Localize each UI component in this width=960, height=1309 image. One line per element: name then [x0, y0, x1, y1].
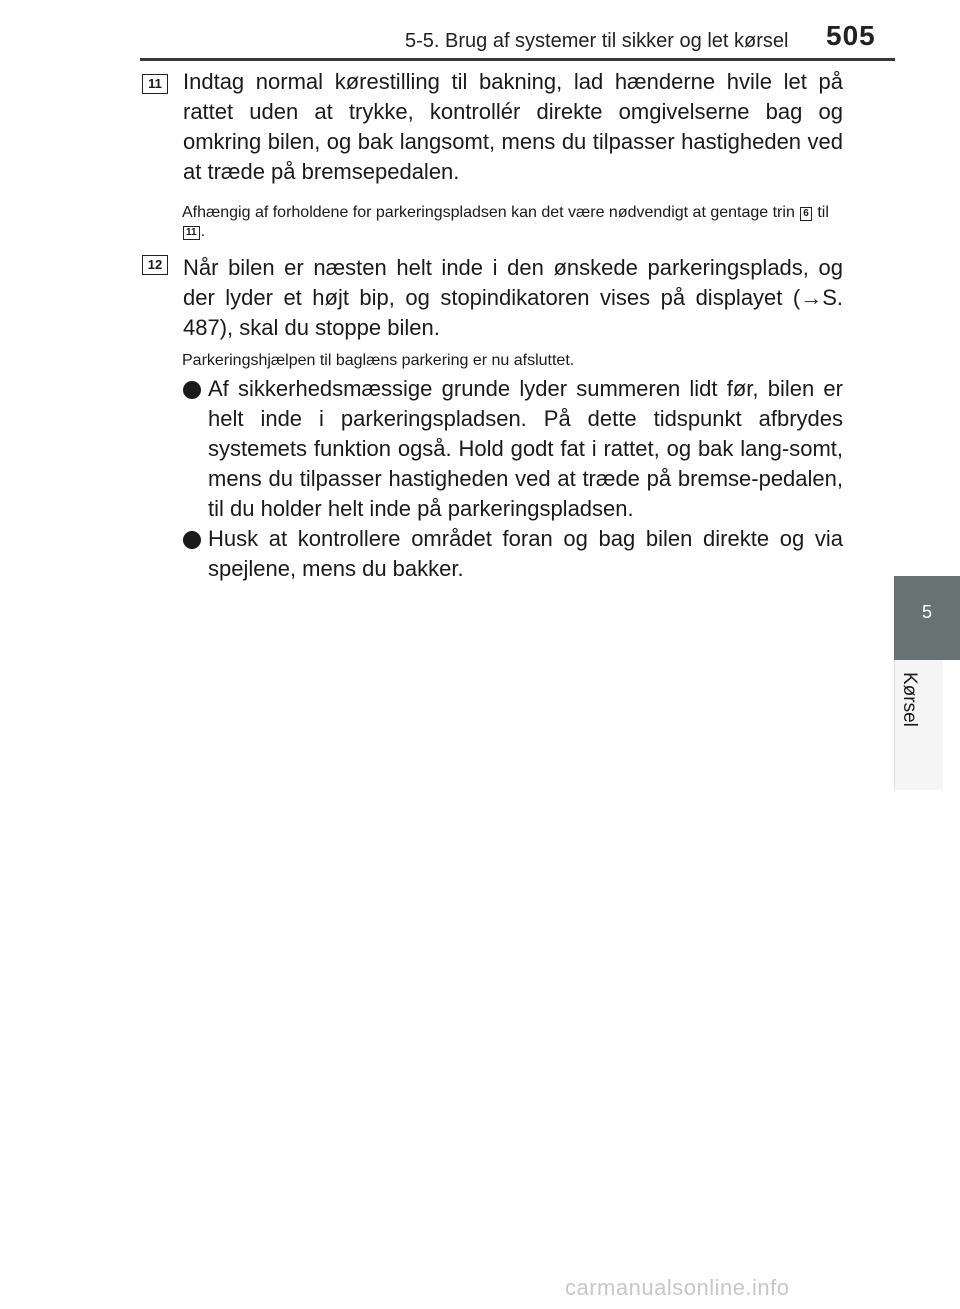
note-text-after: .: [200, 223, 206, 240]
page-header: [0, 0, 960, 60]
step-note-11: [182, 203, 845, 241]
ref-badge-11: 11: [183, 226, 200, 240]
bullet-icon: [183, 381, 201, 399]
bullet-icon: [183, 531, 201, 549]
section-title: 5-5. Brug af systemer til sikker og let kørsel: [405, 30, 789, 52]
step-badge-12: 12: [142, 255, 168, 275]
step-note-12: Parkeringshjælpen til baglæns parkering er nu afsluttet.: [182, 352, 575, 369]
note-text-before: Afhængig af forholdene for parkeringspladsen kan det være nødvendigt at gentage trin: [182, 204, 795, 221]
note-connector: til: [817, 204, 829, 221]
ref-badge-6: 6: [800, 207, 812, 221]
header-divider: [140, 58, 895, 61]
page-number: 505: [826, 20, 876, 51]
bullet-text-1: Af sikkerhedsmæssige grunde lyder summeren lidt før, bilen er helt inde i parkeringspladsen. På dette tidspunkt afbrydes systemets funktion også. Hold godt fat i rattet, og bak lang-somt, mens du tilpasser hastigheden ved at træde på bremse-pedalen, til du holder helt inde på parkeringspladsen.: [208, 376, 843, 521]
step-text-11: Indtag normal kørestilling til bakning, lad hænderne hvile let på rattet uden at trykke, kontrollér direkte omgivelserne bag og omkring bilen, og bak langsomt, mens du tilpasser hastigheden ved at træde på bremsepedalen.: [183, 69, 843, 184]
bullet-text-2: Husk at kontrollere området foran og bag bilen direkte og via spejlene, mens du bakker.: [208, 526, 843, 581]
chapter-tab: [894, 576, 960, 660]
chapter-label: Kørsel: [899, 672, 920, 727]
chapter-number: 5: [921, 602, 932, 622]
step-text-12: Når bilen er næsten helt inde i den ønskede parkeringsplads, og der lyder et højt bip, og stopindikatoren vises på displayet (→S. 487), skal du stoppe bilen.: [183, 255, 843, 340]
watermark: carmanualsonline.info: [565, 1275, 790, 1300]
step-badge-11: 11: [142, 74, 168, 94]
